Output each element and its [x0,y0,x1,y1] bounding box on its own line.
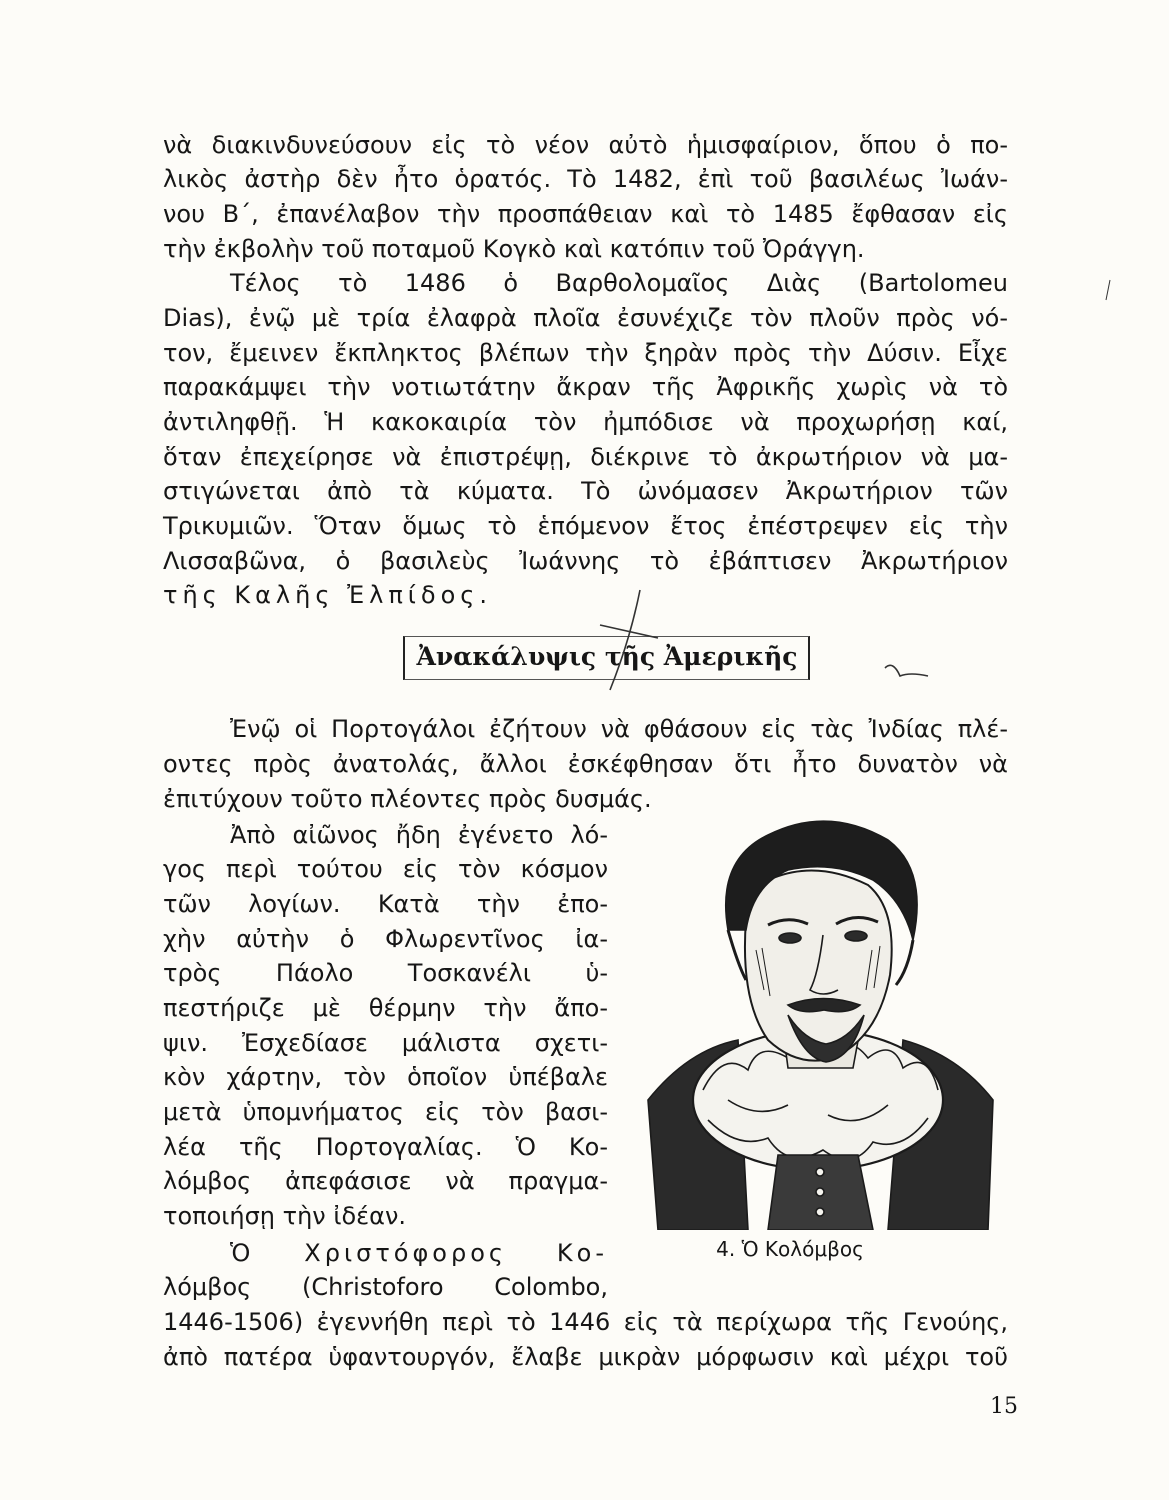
text-line: Ἐνῷ οἱ Πορτογάλοι ἐζήτουν νὰ φθάσουν εἰς τὰς Ἰνδίας πλέ- [230,715,1008,743]
text-line: τῆς Καλῆς Ἐλπίδος. [163,581,492,609]
text-line: Ὁ Χριστόφορος Κο- [230,1239,608,1267]
text-line: λόμβος (Christoforo Colombo, [163,1273,608,1301]
text-line: κὸν χάρτην, τὸν ὁποῖον ὑπέβαλε [163,1063,608,1091]
text-line: παρακάμψει τὴν νοτιωτάτην ἄκραν τῆς Ἀφρικῆς χωρὶς νὰ τὸ [163,373,1008,401]
text-line: Τέλος τὸ 1486 ὁ Βαρθολομαῖος Διὰς (Bartolomeu [230,269,1008,297]
text-line: χὴν αὐτὴν ὁ Φλωρεντῖνος ἰα- [163,925,608,953]
text-line: μετὰ ὑπομνήματος εἰς τὸν βασι- [163,1098,608,1126]
text-line: ψιν. Ἐσχεδίασε μάλιστα σχετι- [163,1029,608,1057]
text-line: στιγώνεται ἀπὸ τὰ κύματα. Τὸ ὠνόμασεν Ἀκρωτήριον τῶν [163,477,1008,505]
text-line: ἀπὸ πατέρα ὑφαντουργόν, ἔλαβε μικρὰν μόρφωσιν καὶ μέχρι τοῦ [163,1343,1008,1371]
figure-caption: 4. Ὁ Κολόμβος [716,1237,864,1261]
text-line: πεστήριζε μὲ θέρμην τὴν ἄπο- [163,994,608,1022]
text-line: τρὸς Πάολο Τοσκανέλι ὑ- [163,959,608,987]
text-line: ἀντιληφθῇ. Ἡ κακοκαιρία τὸν ἠμπόδισε νὰ προχωρήσῃ καί, [163,408,1008,436]
text-line: 1446-1506) ἐγεννήθη περὶ τὸ 1446 εἰς τὰ περίχωρα τῆς Γενούης, [163,1308,1008,1336]
text-line: τῶν λογίων. Κατὰ τὴν ἐπο- [163,890,608,918]
text-line: λικὸς ἀστὴρ δὲν ἦτο ὁρατός. Τὸ 1482, ἐπὶ τοῦ βασιλέως Ἰωάν- [163,165,1008,193]
text-line: τον, ἔμεινεν ἔκπληκτος βλέπων τὴν ξηρὰν πρὸς τὴν Δύσιν. Εἶχε [163,339,1008,367]
text-line: νὰ διακινδυνεύσουν εἰς τὸ νέον αὐτὸ ἡμισφαίριον, ὅπου ὁ πο- [163,131,1008,159]
text-line: ὅταν ἐπεχείρησε νὰ ἐπιστρέψῃ, διέκρινε τὸ ἀκρωτήριον νὰ μα- [163,443,1008,471]
page-number: 15 [990,1394,1018,1419]
text-line: γος περὶ τούτου εἰς τὸν κόσμον [163,855,608,883]
text-line: Ἀπὸ αἰῶνος ἤδη ἐγένετο λό- [230,821,608,849]
text-line: Dias), ἐνῷ μὲ τρία ἐλαφρὰ πλοῖα ἐσυνέχιζε τὸν πλοῦν πρὸς νό- [163,304,1008,332]
text-line: ἐπιτύχουν τοῦτο πλέοντες πρὸς δυσμάς. [163,785,652,813]
section-heading: Ἀνακάλυψις τῆς Ἀμερικῆς [416,642,798,671]
text-line: νου Β΄, ἐπανέλαβον τὴν προσπάθειαν καὶ τὸ 1485 ἔφθασαν εἰς [163,200,1008,228]
text-line: λόμβος ἀπεφάσισε νὰ πραγμα- [163,1167,608,1195]
text-line: Τρικυμιῶν. Ὅταν ὅμως τὸ ἑπόμενον ἔτος ἐπέστρεψεν εἰς τὴν [163,512,1008,540]
text-line: τὴν ἐκβολὴν τοῦ ποταμοῦ Κογκὸ καὶ κατόπιν τοῦ Ὀράγγη. [163,235,865,263]
columbus-portrait [628,800,1013,1230]
text-line: τοποιήσῃ τὴν ἰδέαν. [163,1202,406,1230]
text-line: λέα τῆς Πορτογαλίας. Ὁ Κο- [163,1133,608,1161]
text-line: οντες πρὸς ἀνατολάς, ἄλλοι ἐσκέφθησαν ὅτι ἦτο δυνατὸν νὰ [163,750,1008,778]
text-line: Λισσαβῶνα, ὁ βασιλεὺς Ἰωάννης τὸ ἐβάπτισεν Ἀκρωτήριον [163,547,1008,575]
